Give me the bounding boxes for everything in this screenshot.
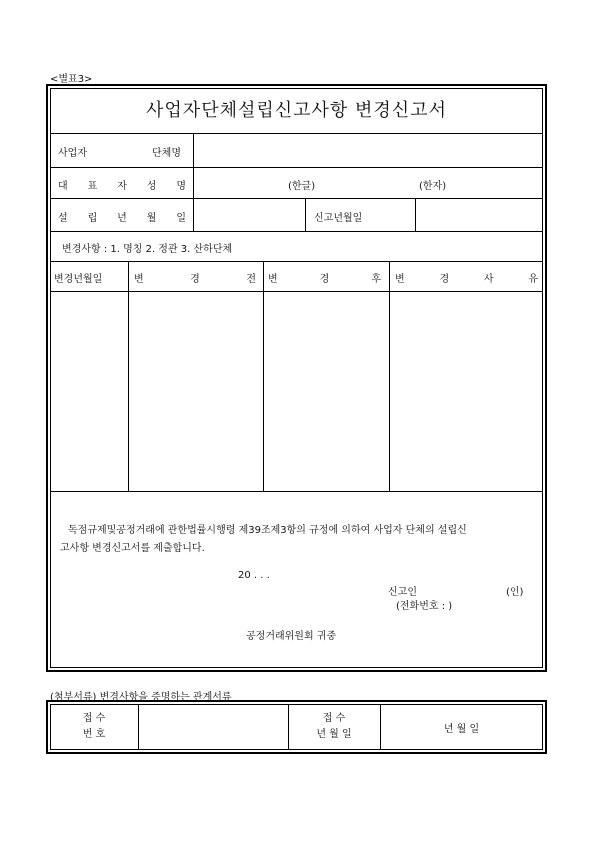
divider [415,198,416,231]
label-char: 립 [87,213,98,224]
label-char: 자 [117,181,127,192]
before-change-cell[interactable] [130,293,261,489]
header-char: 전 [246,274,256,285]
divider [263,261,264,491]
divider [128,261,129,491]
header-char: 변 [395,274,405,285]
organization-name-field[interactable] [196,136,540,164]
receipt-date-field[interactable]: 년 월 일 [443,724,480,735]
header-char: 유 [528,274,538,285]
establishment-date-label [58,209,186,224]
label-char: 대 [58,181,68,192]
after-change-cell[interactable] [265,293,387,489]
label-char: 일 [176,213,186,224]
recipient-label: 공정거래위원회 귀중 [246,631,337,642]
header-char: 경 [319,274,330,285]
change-items-label: 변경사항 : 1. 명칭 2. 정관 3. 산하단체 [62,244,233,255]
seal-label: (인) [506,587,524,598]
column-after-change [268,270,381,285]
label-line: 년 월 일 [316,729,352,740]
header-char: 후 [371,274,381,285]
header-char: 사 [483,274,494,285]
change-date-cell[interactable] [52,293,126,489]
label-char: 성 [146,181,157,192]
phone-label: (전화번호 : ) [396,601,453,612]
statement-paragraph [60,522,538,558]
receipt-date-label [288,711,380,743]
representative-name-field[interactable] [196,170,540,196]
divider [138,704,139,750]
column-change-date: 변경년월일 [54,274,103,285]
header-char: 변 [134,274,144,285]
column-change-reason [395,270,538,285]
divider [50,491,543,492]
establishment-date-field[interactable] [196,201,302,228]
organization-name-label: 단체명 [152,148,181,159]
receipt-number-label [50,711,138,743]
label-line: 번 호 [82,729,106,740]
label-char: 월 [146,213,157,224]
divider [389,261,390,491]
divider [50,231,543,232]
divider [193,133,194,231]
hangul-label: (한글) [288,181,316,192]
divider [50,261,543,262]
report-date-label: 신고년월일 [314,213,363,224]
label-char: 명 [176,181,186,192]
divider [50,133,543,134]
hanja-label: (한자) [419,181,447,192]
label-char: 설 [58,213,68,224]
divider [50,167,543,168]
form-number-label: <별표3> [50,74,93,85]
submission-date: 20 . . . [238,570,270,581]
attachment-label: (첨부서류) 변경사항을 증명하는 관계서류 [50,692,232,703]
label-char: 표 [87,181,98,192]
label-line: 접 수 [82,713,106,724]
reporter-label: 신고인 [388,587,417,598]
divider [305,198,306,231]
header-char: 경 [439,274,450,285]
report-date-field[interactable] [418,201,540,228]
divider [50,291,543,292]
business-label: 사업자 [58,148,87,159]
receipt-number-field[interactable] [140,706,286,748]
header-char: 경 [190,274,200,285]
statement-line: 고사항 변경신고서를 제출합니다. [60,543,205,554]
label-line: 접 수 [322,713,346,724]
statement-line: 독점규제및공정거래에 관한법률시행령 제39조제3항의 규정에 의하여 사업자 단체의 설립신 [68,525,467,536]
divider [50,198,543,199]
change-reason-cell[interactable] [391,293,541,489]
representative-name-label [58,177,186,192]
label-char: 년 [117,213,127,224]
form-title: 사업자단체설립신고사항 변경신고서 [146,100,447,121]
header-char: 변 [268,274,278,285]
column-before-change [134,270,256,285]
